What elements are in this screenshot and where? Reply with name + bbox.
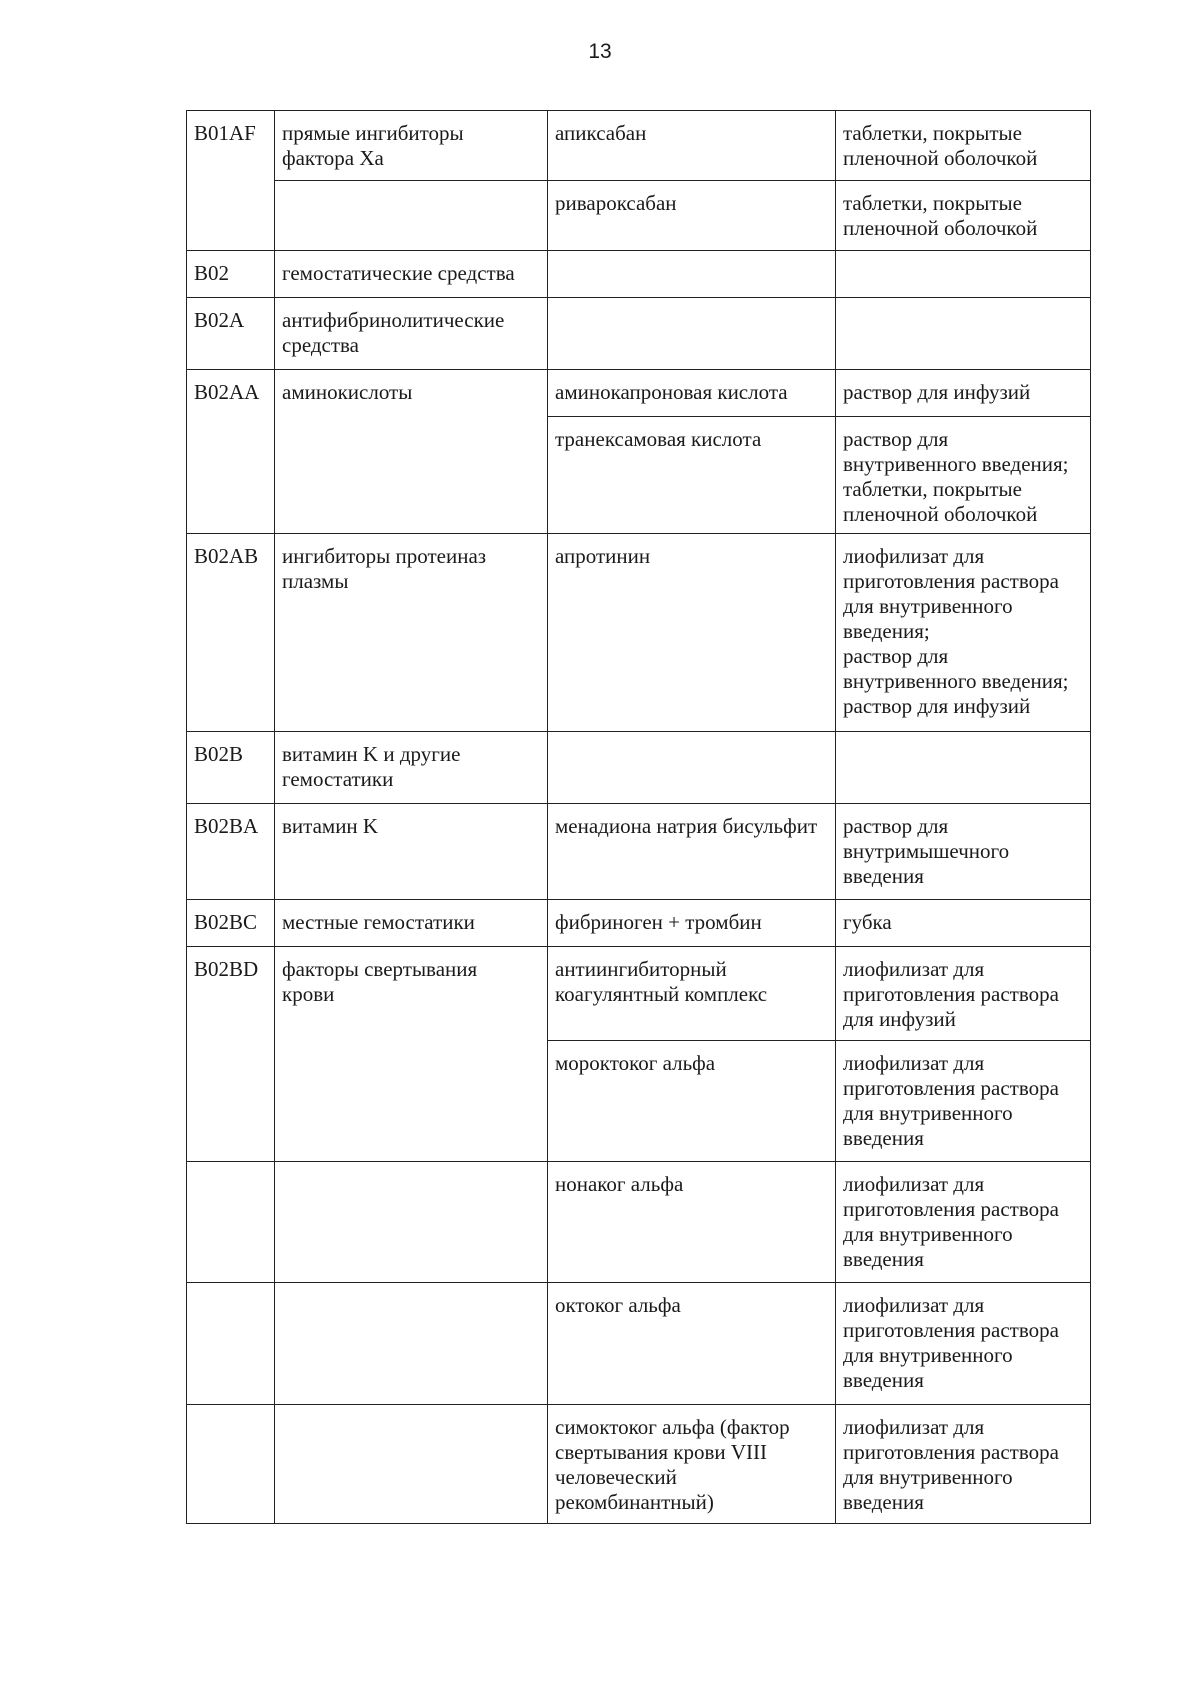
atc-code-cell xyxy=(187,1041,275,1162)
dosage-form-cell: губка xyxy=(836,900,1091,947)
dosage-form-cell: лиофилизат для приготовления раствора для внутривенного введения xyxy=(836,1041,1091,1162)
atc-code-cell: B02 xyxy=(187,251,275,298)
atc-code-cell: B02AB xyxy=(187,534,275,732)
drug-name-cell: октоког альфа xyxy=(548,1283,836,1405)
drug-name-cell xyxy=(548,251,836,298)
table-row xyxy=(187,251,1091,298)
table-row xyxy=(187,417,1091,534)
table-row xyxy=(187,298,1091,370)
group-name-cell: местные гемостатики xyxy=(275,900,548,947)
group-name-cell xyxy=(275,1162,548,1283)
group-name-cell xyxy=(275,1041,548,1162)
drug-name-cell: ривароксабан xyxy=(548,181,836,251)
drug-name-cell: фибриноген + тромбин xyxy=(548,900,836,947)
drug-name-cell: симоктоког альфа (фактор свертывания крови VIII человеческий рекомбинантный) xyxy=(548,1405,836,1524)
drug-name-cell: апротинин xyxy=(548,534,836,732)
group-name-cell xyxy=(275,1283,548,1405)
atc-code-cell xyxy=(187,417,275,534)
drug-name-cell: менадиона натрия бисульфит xyxy=(548,804,836,900)
table-row xyxy=(187,1041,1091,1162)
atc-code-cell: B02BC xyxy=(187,900,275,947)
table-row xyxy=(187,804,1091,900)
drug-name-cell xyxy=(548,298,836,370)
table-row xyxy=(187,947,1091,1041)
group-name-cell: витамин K и другие гемостатики xyxy=(275,732,548,804)
dosage-form-cell: лиофилизат для приготовления раствора для внутривенного введения; раствор для внутривенного введения; раствор для инфузий xyxy=(836,534,1091,732)
atc-code-cell xyxy=(187,1405,275,1524)
drug-name-cell: антиингибиторный коагулянтный комплекс xyxy=(548,947,836,1041)
table-row xyxy=(187,900,1091,947)
dosage-form-cell: раствор для внутривенного введения; таблетки, покрытые пленочной оболочкой xyxy=(836,417,1091,534)
dosage-form-cell: раствор для инфузий xyxy=(836,370,1091,417)
group-name-cell xyxy=(275,1405,548,1524)
dosage-form-cell: лиофилизат для приготовления раствора для инфузий xyxy=(836,947,1091,1041)
dosage-form-cell: лиофилизат для приготовления раствора для внутривенного введения xyxy=(836,1405,1091,1524)
group-name-cell: прямые ингибиторы фактора Xa xyxy=(275,111,548,181)
group-name-cell: гемостатические средства xyxy=(275,251,548,298)
atc-code-cell: B01AF xyxy=(187,111,275,181)
atc-code-cell xyxy=(187,181,275,251)
table-row xyxy=(187,370,1091,417)
drug-name-cell xyxy=(548,732,836,804)
drug-classification-table xyxy=(186,110,1091,1524)
atc-code-cell xyxy=(187,1283,275,1405)
dosage-form-cell: таблетки, покрытые пленочной оболочкой xyxy=(836,111,1091,181)
group-name-cell: витамин K xyxy=(275,804,548,900)
atc-code-cell: B02A xyxy=(187,298,275,370)
atc-code-cell: B02BA xyxy=(187,804,275,900)
table-row xyxy=(187,732,1091,804)
table-row xyxy=(187,1162,1091,1283)
atc-code-cell: B02AA xyxy=(187,370,275,417)
dosage-form-cell xyxy=(836,298,1091,370)
table-row xyxy=(187,534,1091,732)
dosage-form-cell: лиофилизат для приготовления раствора для внутривенного введения xyxy=(836,1162,1091,1283)
page-number: 13 xyxy=(588,40,612,63)
drug-name-cell: апиксабан xyxy=(548,111,836,181)
atc-code-cell: B02BD xyxy=(187,947,275,1041)
drug-name-cell: аминокапроновая кислота xyxy=(548,370,836,417)
table-row xyxy=(187,1405,1091,1524)
atc-code-cell xyxy=(187,1162,275,1283)
group-name-cell xyxy=(275,417,548,534)
dosage-form-cell: таблетки, покрытые пленочной оболочкой xyxy=(836,181,1091,251)
group-name-cell: антифибринолитические средства xyxy=(275,298,548,370)
table-row xyxy=(187,111,1091,181)
group-name-cell xyxy=(275,181,548,251)
dosage-form-cell xyxy=(836,732,1091,804)
group-name-cell: аминокислоты xyxy=(275,370,548,417)
drug-name-cell: мороктоког альфа xyxy=(548,1041,836,1162)
dosage-form-cell: раствор для внутримышечного введения xyxy=(836,804,1091,900)
drug-name-cell: транексамовая кислота xyxy=(548,417,836,534)
group-name-cell: ингибиторы протеиназ плазмы xyxy=(275,534,548,732)
table-row xyxy=(187,1283,1091,1405)
dosage-form-cell: лиофилизат для приготовления раствора для внутривенного введения xyxy=(836,1283,1091,1405)
group-name-cell: факторы свертывания крови xyxy=(275,947,548,1041)
dosage-form-cell xyxy=(836,251,1091,298)
drug-name-cell: нонаког альфа xyxy=(548,1162,836,1283)
atc-code-cell: B02B xyxy=(187,732,275,804)
table-row xyxy=(187,181,1091,251)
